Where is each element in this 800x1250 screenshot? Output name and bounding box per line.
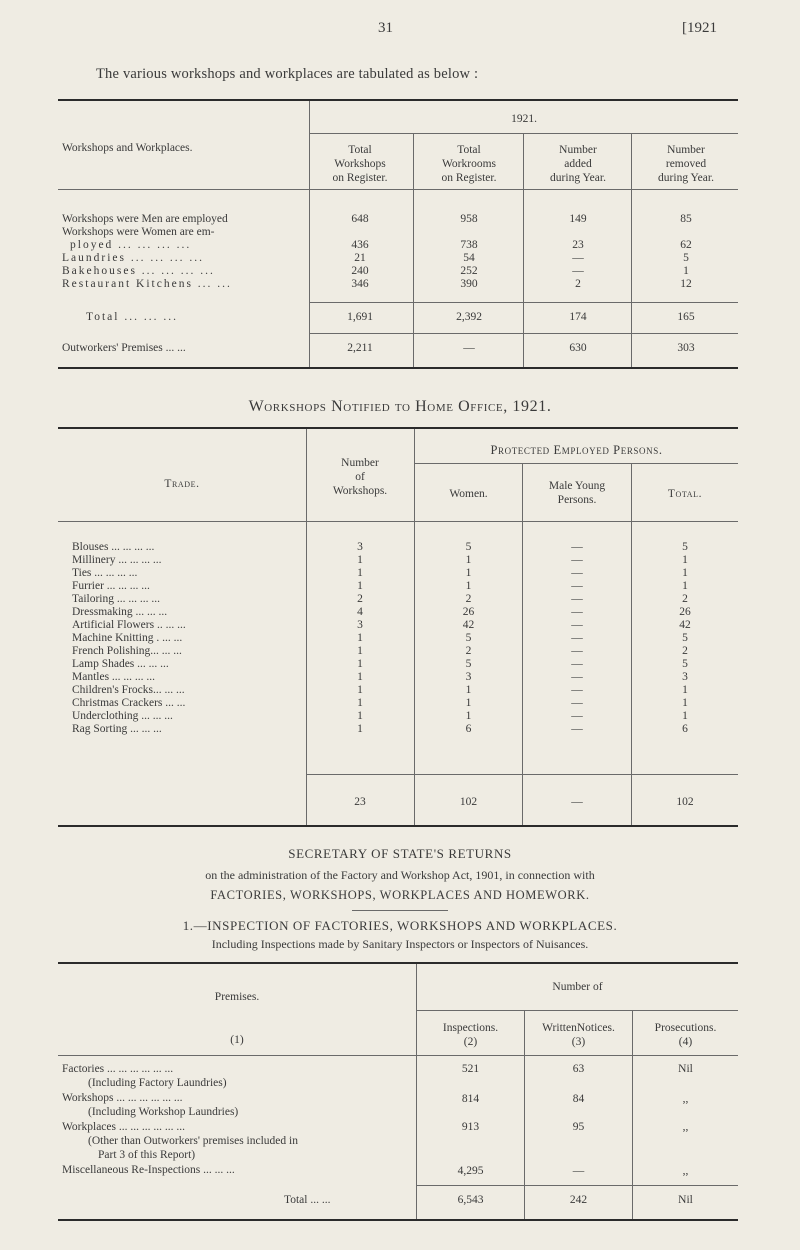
table-cell: ,,: [682, 1165, 689, 1177]
table-cell: 521: [461, 1063, 480, 1075]
table-cell: 1: [357, 645, 363, 657]
table-row-label: Bakehouses ... ... ... ...: [62, 265, 215, 277]
table-cell: 303: [677, 342, 695, 354]
table-cell: 2: [465, 593, 472, 605]
table-cell: —: [571, 606, 583, 618]
table-cell: 2: [682, 593, 688, 605]
table-cell: 95: [572, 1121, 585, 1133]
total-cell: 165: [677, 311, 695, 323]
table-cell: —: [571, 593, 583, 605]
table-rule: [58, 99, 738, 101]
table-cell: 6: [682, 723, 688, 735]
table-cell: 2,211: [347, 342, 373, 354]
table-cell: 42: [462, 619, 475, 631]
workshops-header: Number of Workshops.: [332, 457, 388, 497]
table-rule: [58, 962, 738, 964]
table2-title: Workshops Notified to Home Office, 1921.: [248, 398, 552, 415]
table-cell: Nil: [678, 1063, 693, 1075]
header-rule: [58, 1055, 738, 1056]
row-header: Workshops and Workplaces.: [62, 142, 193, 154]
table-cell: 149: [569, 213, 587, 225]
table-cell: —: [571, 645, 583, 657]
total-rule: [416, 1185, 738, 1186]
trade-label: Ties ... ... ... ...: [72, 567, 138, 579]
col-header-added: Number added during Year.: [550, 144, 606, 184]
premises-label: Workplaces ... ... ... ... ... ...: [62, 1121, 185, 1133]
inspections-header: Inspections. (2): [442, 1022, 499, 1048]
table-cell: 21: [354, 252, 366, 264]
table3-title: 1.—INSPECTION OF FACTORIES, WORKSHOPS AND WORKPLACES.: [182, 918, 618, 933]
total-rule: [306, 774, 738, 775]
table-row-label: Workshops were Men are employed: [62, 213, 228, 225]
table-rule: [58, 367, 738, 369]
table-cell: 1: [465, 554, 472, 566]
trade-label: Christmas Crackers ... ...: [72, 697, 186, 709]
male-young-header: Male Young Persons.: [548, 480, 606, 506]
table-row-label: Workshops were Women are em-: [62, 226, 215, 238]
table-cell: 85: [680, 213, 692, 225]
table-cell: 12: [680, 278, 692, 290]
total-cell: 242: [569, 1194, 588, 1206]
table-cell: 1: [682, 580, 688, 592]
trade-label: Artificial Flowers .. ... ...: [72, 619, 186, 631]
table-cell: 26: [679, 606, 691, 618]
women-header: Women.: [449, 488, 488, 500]
trade-label: Mantles ... ... ... ...: [72, 671, 156, 683]
table-cell: 1: [357, 554, 363, 566]
table-cell: 913: [461, 1121, 480, 1133]
header-rule: [414, 463, 738, 464]
protected-persons-header: Protected Employed Persons.: [490, 443, 663, 457]
trade-label: Machine Knitting . ... ...: [72, 632, 183, 644]
table-rule: [58, 1219, 738, 1221]
table-cell: 5: [465, 658, 472, 670]
table-cell: 346: [351, 278, 369, 290]
divider: [352, 910, 448, 911]
col-header-total-workshops: Total Workshops on Register.: [332, 144, 388, 184]
total-rule: [309, 302, 738, 303]
premises-label: Workshops ... ... ... ... ... ...: [62, 1092, 183, 1104]
returns-line3: FACTORIES, WORKSHOPS, WORKPLACES AND HOMEWORK.: [210, 888, 590, 902]
table-cell: —: [571, 567, 583, 579]
table-cell: —: [571, 671, 583, 683]
trade-label: Underclothing ... ... ...: [72, 710, 173, 722]
table-cell: 1: [357, 567, 363, 579]
table-cell: 5: [465, 541, 472, 553]
total-label: Total ... ...: [284, 1194, 331, 1206]
trade-label: Tailoring ... ... ... ...: [72, 593, 160, 605]
table-cell: 1: [682, 697, 688, 709]
table-row-label: Laundries ... ... ... ...: [62, 252, 204, 264]
table-cell: 1: [465, 580, 472, 592]
table-cell: 1: [357, 684, 363, 696]
premises-sub: (Other than Outworkers' premises included in: [88, 1135, 298, 1147]
header-rule: [58, 189, 738, 190]
table-cell: 23: [572, 239, 584, 251]
returns-line2: on the administration of the Factory and Workshop Act, 1901, in connection with: [205, 868, 595, 882]
table-cell: —: [571, 580, 583, 592]
page-year: [1921: [682, 20, 717, 36]
table-cell: —: [571, 619, 583, 631]
total-cell: 2,392: [456, 311, 482, 323]
table-cell: 63: [572, 1063, 585, 1075]
total-cell: 102: [676, 796, 694, 808]
table-rule: [58, 427, 738, 429]
table-cell: 2: [682, 645, 688, 657]
table-cell: —: [571, 723, 583, 735]
table-cell: 2: [575, 278, 581, 290]
trade-label: French Polishing... ... ...: [72, 645, 182, 657]
table-cell: —: [571, 554, 583, 566]
table-cell: 1: [682, 554, 688, 566]
table-cell: 1: [357, 710, 363, 722]
premises-header: Premises.: [214, 991, 260, 1003]
trade-label: Lamp Shades ... ... ...: [72, 658, 169, 670]
table-rule: [58, 825, 738, 827]
trade-label: Furrier ... ... ... ...: [72, 580, 150, 592]
premises-label: Miscellaneous Re-Inspections ... ... ...: [62, 1164, 235, 1176]
table-cell: 3: [465, 671, 472, 683]
table-cell: 84: [572, 1093, 585, 1105]
premises-col-number: (1): [230, 1034, 244, 1046]
table-cell: 252: [460, 265, 478, 277]
table-cell: 1: [682, 710, 688, 722]
table-cell: 1: [357, 697, 363, 709]
total-cell: Nil: [678, 1194, 693, 1206]
table-cell: 1: [682, 567, 688, 579]
table-cell: 1: [683, 265, 689, 277]
premises-sub: (Including Workshop Laundries): [88, 1106, 239, 1118]
header-rule: [58, 521, 738, 522]
table3-subtitle: Including Inspections made by Sanitary Inspectors or Inspectors of Nuisances.: [211, 937, 589, 951]
table-cell: 1: [357, 671, 363, 683]
table-cell: 5: [465, 632, 472, 644]
table-cell: —: [572, 1165, 585, 1177]
intro-text: The various workshops and workplaces are tabulated as below :: [96, 66, 479, 82]
trade-label: Millinery ... ... ... ...: [72, 554, 162, 566]
table-cell: 1: [357, 632, 363, 644]
table-cell: 1: [465, 697, 472, 709]
table-cell: —: [571, 684, 583, 696]
table-cell: —: [463, 342, 475, 354]
table-cell: 4,295: [457, 1165, 484, 1177]
premises-sub: Part 3 of this Report): [98, 1149, 196, 1161]
table-cell: 1: [357, 723, 363, 735]
table-cell: 3: [682, 671, 688, 683]
total-cell: 23: [354, 796, 366, 808]
table-cell: 3: [357, 619, 363, 631]
table-cell: 648: [351, 213, 369, 225]
table-cell: 958: [460, 213, 478, 225]
premises-sub: (Including Factory Laundries): [88, 1077, 227, 1089]
total-cell: 1,691: [347, 311, 373, 323]
total-cell: 6,543: [457, 1194, 484, 1206]
table-cell: —: [571, 697, 583, 709]
table-cell: 3: [357, 541, 363, 553]
table-cell: 738: [460, 239, 478, 251]
table-cell: 1: [465, 684, 472, 696]
table-cell: 5: [683, 252, 689, 264]
outworkers-label: Outworkers' Premises ... ...: [62, 342, 186, 354]
written-notices-header: WrittenNotices. (3): [542, 1022, 615, 1048]
table-cell: ,,: [682, 1121, 689, 1133]
table-cell: 1: [357, 580, 363, 592]
table-cell: ,,: [682, 1093, 689, 1105]
table-cell: —: [571, 541, 583, 553]
prosecutions-header: Prosecutions. (4): [654, 1022, 717, 1048]
table-cell: 814: [461, 1093, 480, 1105]
table-cell: 6: [465, 723, 472, 735]
total-cell: 174: [569, 311, 587, 323]
table-cell: 5: [682, 658, 688, 670]
table-cell: 5: [682, 541, 688, 553]
table-cell: 1: [465, 567, 472, 579]
total-cell: —: [571, 796, 583, 808]
premises-label: Factories ... ... ... ... ... ...: [62, 1063, 174, 1075]
trade-label: Rag Sorting ... ... ...: [72, 723, 162, 735]
table-cell: 630: [569, 342, 587, 354]
table-cell: 1: [357, 658, 363, 670]
table-cell: 62: [680, 239, 692, 251]
table-cell: 42: [679, 619, 691, 631]
table-cell: 54: [463, 252, 475, 264]
trade-label: Children's Frocks... ... ...: [72, 684, 185, 696]
table-cell: —: [572, 265, 584, 277]
table-row-label: ployed ... ... ... ...: [70, 239, 192, 251]
trade-label: Dressmaking ... ... ...: [72, 606, 168, 618]
total-header: Total.: [667, 488, 703, 500]
table-cell: 1: [465, 710, 472, 722]
table-cell: 240: [351, 265, 369, 277]
total-rule: [309, 333, 738, 334]
column-divider: [306, 429, 307, 825]
returns-heading: SECRETARY OF STATE'S RETURNS: [288, 846, 512, 861]
header-rule: [416, 1010, 738, 1011]
column-divider: [309, 101, 310, 367]
table-cell: 1: [682, 684, 688, 696]
table-cell: —: [571, 658, 583, 670]
col-header-removed: Number removed during Year.: [658, 144, 714, 184]
table-cell: 26: [462, 606, 475, 618]
total-cell: 102: [459, 796, 478, 808]
trade-header: Trade.: [164, 478, 200, 490]
col-header-total-workrooms: Total Workrooms on Register.: [441, 144, 497, 184]
table-cell: 2: [465, 645, 472, 657]
table-cell: —: [572, 252, 584, 264]
number-of-header: Number of: [552, 981, 603, 993]
table-cell: 390: [460, 278, 478, 290]
table-cell: 436: [351, 239, 369, 251]
table-cell: —: [571, 710, 583, 722]
trade-label: Blouses ... ... ... ...: [72, 541, 155, 553]
group-header: 1921.: [511, 113, 537, 125]
table-cell: 4: [357, 606, 363, 618]
page-number: 31: [378, 20, 393, 36]
total-label: Total ... ... ...: [86, 311, 178, 323]
table-row-label: Restaurant Kitchens ... ...: [62, 278, 232, 290]
table-cell: 5: [682, 632, 688, 644]
table-cell: —: [571, 632, 583, 644]
table-cell: 2: [357, 593, 363, 605]
